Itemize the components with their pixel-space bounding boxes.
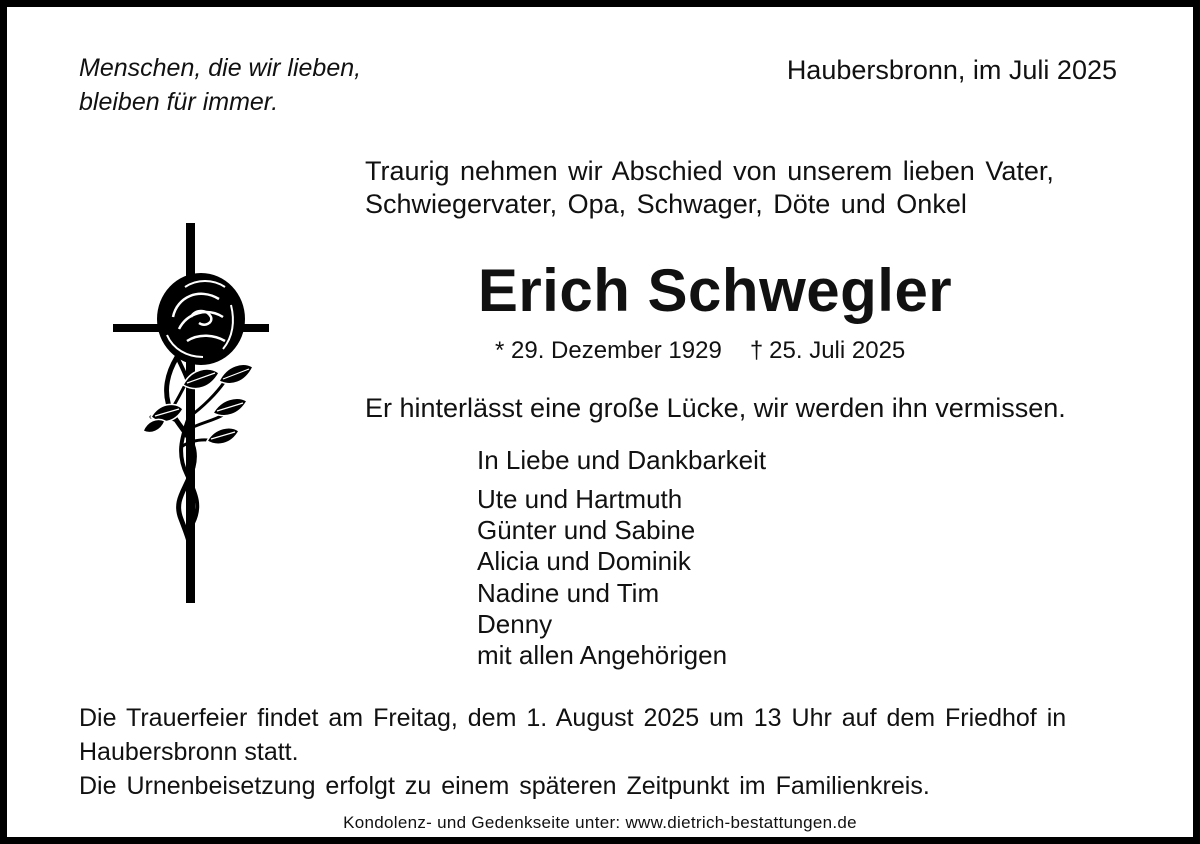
ceremony-line-2: Haubersbronn statt. bbox=[79, 738, 299, 766]
death-date: 25. Juli 2025 bbox=[769, 337, 906, 364]
mourner-entry: mit allen Angehörigen bbox=[477, 640, 728, 671]
mourner-entry: Nadine und Tim bbox=[477, 577, 660, 608]
life-dates bbox=[495, 337, 911, 365]
intro-line-2: Schwiegervater, Opa, Schwager, Döte und Onkel bbox=[365, 189, 967, 219]
cross-with-rose-icon bbox=[107, 217, 277, 607]
mourner-entry: Alicia und Dominik bbox=[477, 546, 691, 577]
farewell-statement: Er hinterlässt eine große Lücke, wir werden ihn vermissen. bbox=[365, 393, 1066, 423]
intro-text bbox=[365, 155, 1125, 221]
ceremony-info bbox=[79, 701, 1159, 803]
signoff: In Liebe und Dankbarkeit bbox=[477, 445, 767, 475]
deceased-name: Erich Schwegler bbox=[477, 257, 953, 324]
mourners-list bbox=[477, 484, 727, 671]
condolence-footer: Kondolenz- und Gedenkseite unter: www.dietrich-bestattungen.de bbox=[343, 813, 857, 832]
intro-line-1: Traurig nehmen wir Abschied von unserem lieben Vater, bbox=[365, 156, 1054, 186]
ceremony-line-3: Die Urnenbeisetzung erfolgt zu einem späteren Zeitpunkt im Familienkreis. bbox=[79, 772, 930, 800]
birth-date: * 29. Dezember 1929 bbox=[495, 337, 722, 364]
mourner-entry: Denny bbox=[477, 608, 553, 639]
ceremony-line-1: Die Trauerfeier findet am Freitag, dem 1. August 2025 um 13 Uhr auf dem Friedhof in bbox=[79, 704, 1067, 732]
motto bbox=[79, 51, 419, 119]
place-and-date: Haubersbronn, im Juli 2025 bbox=[786, 55, 1117, 85]
motto-line-2: bleiben für immer. bbox=[79, 88, 279, 116]
mourner-entry: Günter und Sabine bbox=[477, 515, 696, 546]
death-symbol: † bbox=[749, 337, 764, 364]
mourner-entry: Ute und Hartmuth bbox=[477, 484, 683, 514]
motto-line-1: Menschen, die wir lieben, bbox=[79, 54, 362, 82]
